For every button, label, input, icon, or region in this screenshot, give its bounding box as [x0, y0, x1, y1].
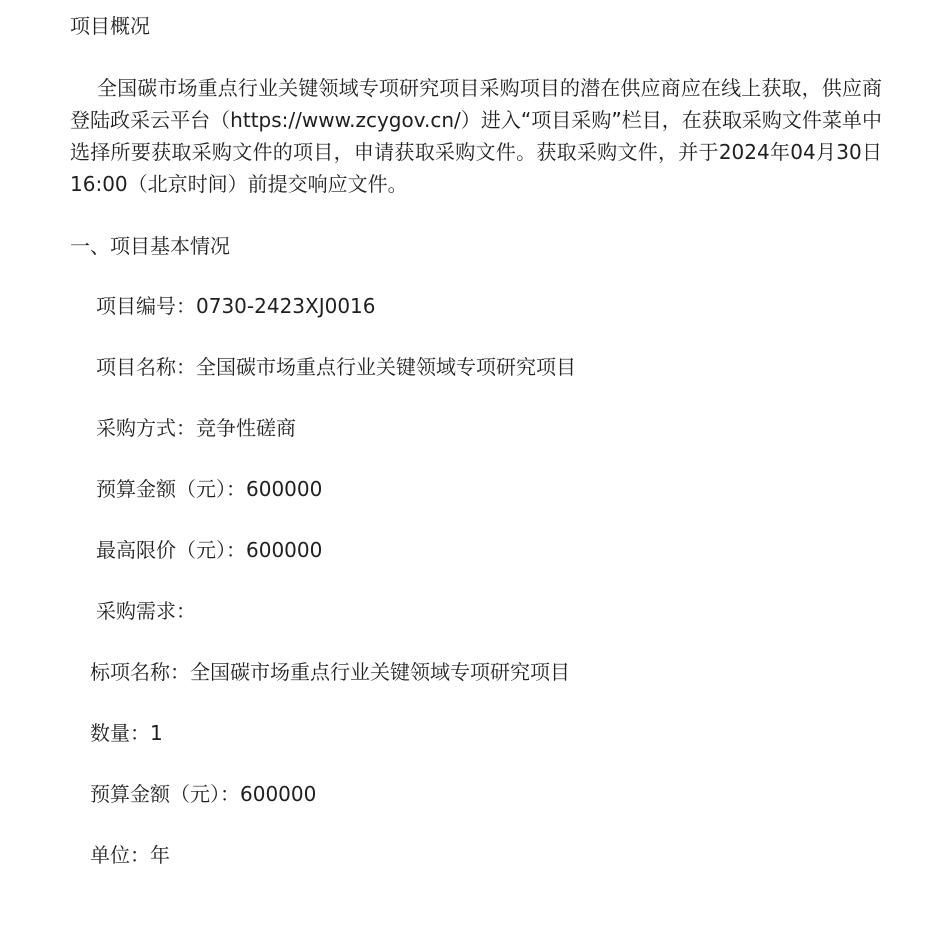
lot-unit: 单位：年: [90, 843, 170, 867]
max-price: 最高限价（元）：600000: [96, 538, 323, 562]
section-title: 项目概况: [70, 14, 150, 38]
project-number: 项目编号：0730-2423XJ0016: [96, 294, 376, 318]
lot-budget-amount: 预算金额（元）：600000: [90, 782, 317, 806]
intro-paragraph: 全国碳市场重点行业关键领域专项研究项目采购项目的潜在供应商应在线上获取，供应商登陆政采云平台（https://www.zcygov.cn/）进入“项目采购”栏目，在获取采购文件菜单中选择所要获取采购文件的项目，申请获取采购文件。获取采购文件，并于2024年04月30日 16:00（北京时间）前提交响应文件。: [70, 76, 882, 196]
basic-info-heading: 一、项目基本情况: [70, 234, 230, 258]
project-name: 项目名称：全国碳市场重点行业关键领域专项研究项目: [96, 355, 576, 379]
procurement-method: 采购方式：竞争性磋商: [96, 416, 296, 440]
budget-amount: 预算金额（元）：600000: [96, 477, 323, 501]
procurement-requirements: 采购需求：: [96, 599, 196, 623]
lot-name: 标项名称：全国碳市场重点行业关键领域专项研究项目: [90, 660, 570, 684]
lot-quantity: 数量：1: [90, 721, 163, 745]
